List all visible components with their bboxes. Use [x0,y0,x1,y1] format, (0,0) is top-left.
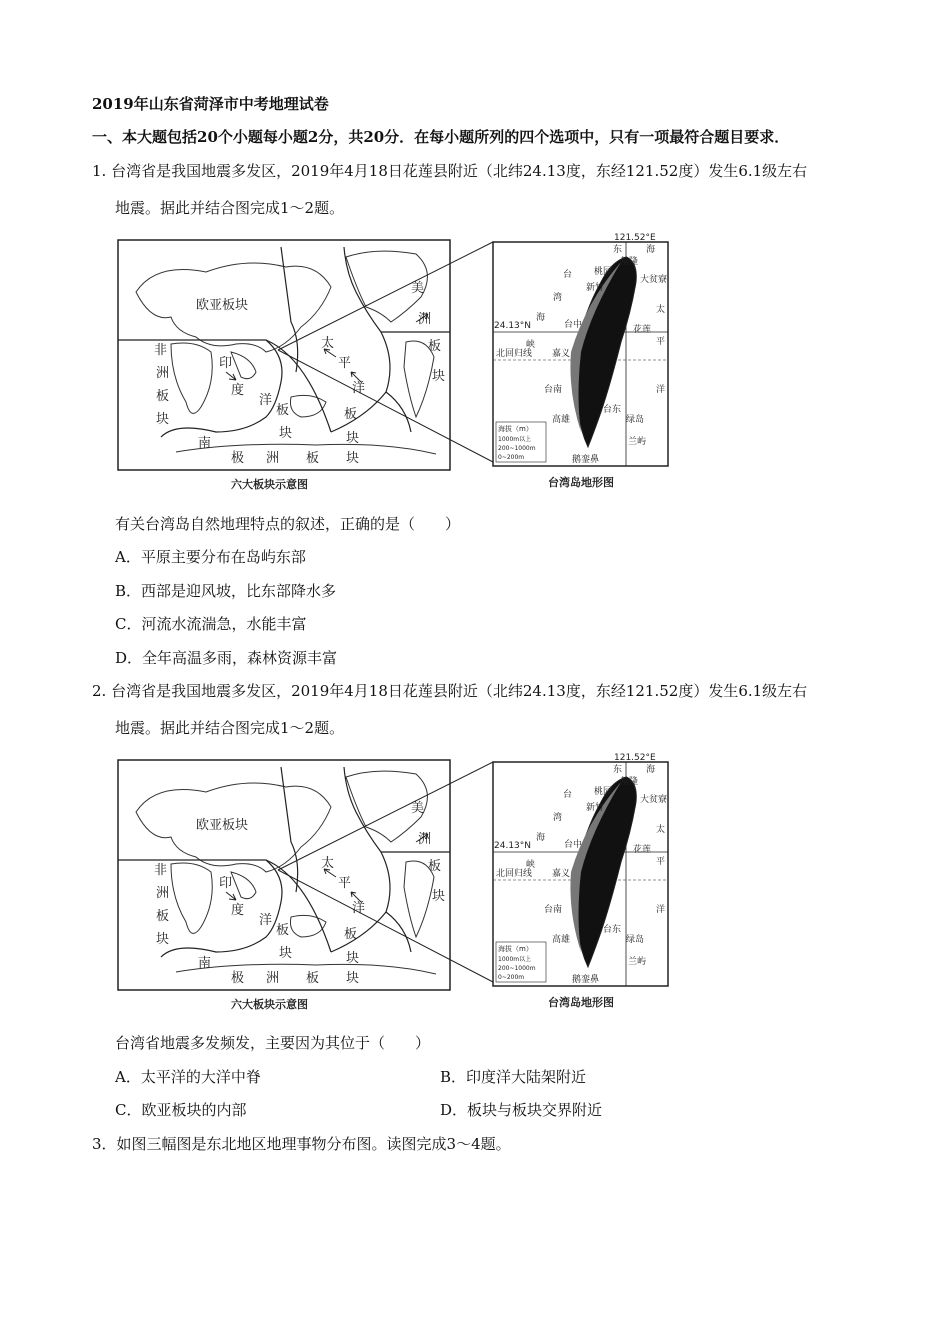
label-indian-5: 块 [279,946,293,961]
label-east-1: 东 [613,245,623,255]
label-pacific-tw-3: 洋 [656,905,666,915]
label-city-chiayi: 嘉义 [552,349,571,359]
label-east-2: 海 [646,765,656,775]
legend-item-3: 0~200m [498,454,525,461]
label-america-2: 洲 [418,832,432,847]
figure-1 [116,232,672,494]
legend-item-3: 0~200m [498,974,525,981]
label-pacific-4: 板 [344,407,358,422]
label-strait-3: 海 [536,313,546,323]
legend-item-2: 200~1000m [498,445,536,452]
section-heading: 一、本大题包括20个小题每小题2分，共20分．在每小题所列的四个选项中，只有一项最符合题目要求． [92,128,790,146]
q2-option-c[interactable]: C．欧亚板块的内部 [115,1101,247,1119]
label-tropic: 北回归线 [496,349,533,359]
label-pacific-5: 块 [346,951,360,966]
label-pacific-3: 洋 [352,381,366,396]
label-city-tainan: 台南 [544,385,563,395]
q1-question: 有关台湾岛自然地理特点的叙述，正确的是（ ） [115,515,461,533]
q1-option-c[interactable]: C．河流水流湍急，水能丰富 [115,615,307,633]
label-strait-2: 湾 [553,813,563,823]
label-africa-4: 块 [156,932,170,947]
label-antarctic-4: 板 [306,971,320,986]
label-indian-3: 洋 [259,913,273,928]
label-city-taitung: 台东 [603,925,622,935]
label-city-hualien: 花莲 [633,845,652,855]
label-city-kaohsiung: 高雄 [552,415,571,425]
label-pacific-2: 平 [338,356,352,371]
label-green-island: 绿岛 [626,415,645,425]
label-indian-2: 度 [231,903,245,918]
label-eurasia-plate: 欧亚板块 [196,298,249,313]
label-city-hsinchu: 新竹 [586,803,605,813]
label-america-1: 美 [411,281,425,296]
label-city-taoyuan: 桃园 [594,267,613,277]
label-city-keelung: 基隆 [620,257,639,267]
label-city-other: 大贫寮 [640,795,668,805]
label-orchid-island: 兰屿 [628,437,647,447]
label-pacific-5: 块 [346,431,360,446]
label-city-taitung: 台东 [603,405,622,415]
label-america-4: 块 [432,889,446,904]
label-city-hsinchu: 新竹 [586,283,605,293]
figure-2 [116,752,672,1014]
label-pacific-1: 太 [321,336,335,351]
q2-stem-line1: 2. 台湾省是我国地震多发区，2019年4月18日花莲县附近（北纬24.13度，东经121.52度）发生6.1级左右 [92,682,808,700]
taiwan-map-caption: 台湾岛地形图 [548,996,614,1009]
label-eluanbi: 鹅銮鼻 [572,455,600,465]
legend-item-2: 200~1000m [498,965,536,972]
label-antarctic-1: 南 [198,436,212,451]
label-pacific-2: 平 [338,876,352,891]
label-strait-3: 海 [536,833,546,843]
label-indian-3: 洋 [259,393,273,408]
label-pacific-tw-2: 平 [656,857,666,867]
q1-option-b[interactable]: B．西部是迎风坡，比东部降水多 [115,582,337,600]
q1-option-a[interactable]: A．平原主要分布在岛屿东部 [115,548,306,566]
label-latitude: 24.13°N [494,321,531,331]
label-indian-1: 印 [219,356,233,371]
label-tropic: 北回归线 [496,869,533,879]
legend-item-1: 1000m以上 [498,436,532,443]
label-indian-4: 板 [276,923,290,938]
label-city-tainan: 台南 [544,905,563,915]
label-africa-3: 板 [156,389,170,404]
label-city-kaohsiung: 高雄 [552,935,571,945]
label-africa-1: 非 [154,863,168,878]
label-city-taoyuan: 桃园 [594,787,613,797]
label-antarctic-2: 极 [231,451,245,466]
label-antarctic-3: 洲 [266,451,280,466]
label-africa-3: 板 [156,909,170,924]
label-indian-2: 度 [231,383,245,398]
label-city-keelung: 基隆 [620,777,639,787]
label-africa-1: 非 [154,343,168,358]
label-pacific-1: 太 [321,856,335,871]
label-east-2: 海 [646,245,656,255]
label-city-chiayi: 嘉义 [552,869,571,879]
label-pacific-tw-2: 平 [656,337,666,347]
label-city-taichung: 台中 [564,320,583,330]
label-strait-1: 台 [563,270,573,280]
label-pacific-tw-1: 太 [656,825,666,835]
q2-option-d[interactable]: D．板块与板块交界附近 [440,1101,603,1119]
label-america-1: 美 [411,801,425,816]
label-america-2: 洲 [418,312,432,327]
q2-stem-line2: 地震。据此并结合图完成1～2题。 [115,719,345,737]
label-latitude: 24.13°N [494,841,531,851]
label-green-island: 绿岛 [626,935,645,945]
label-pacific-4: 板 [344,927,358,942]
label-indian-1: 印 [219,876,233,891]
world-map-caption: 六大板块示意图 [231,998,308,1011]
label-antarctic-3: 洲 [266,971,280,986]
q1-stem-line1: 1. 台湾省是我国地震多发区，2019年4月18日花莲县附近（北纬24.13度，东经121.52度）发生6.1级左右 [92,162,808,180]
label-antarctic-2: 极 [231,971,245,986]
label-longitude: 121.52°E [614,233,656,243]
label-africa-2: 洲 [156,886,170,901]
label-strait-1: 台 [563,790,573,800]
q2-option-b[interactable]: B．印度洋大陆架附近 [440,1068,587,1086]
label-america-3: 板 [428,339,442,354]
label-pacific-tw-1: 太 [656,305,666,315]
label-pacific-3: 洋 [352,901,366,916]
q2-option-a[interactable]: A．太平洋的大洋中脊 [115,1068,261,1086]
q2-question: 台湾省地震多发频发，主要因为其位于（ ） [115,1034,431,1052]
world-map-caption: 六大板块示意图 [231,478,308,491]
label-america-3: 板 [428,859,442,874]
label-africa-4: 块 [156,412,170,427]
q1-stem-line2: 地震。据此并结合图完成1～2题。 [115,199,345,217]
label-orchid-island: 兰屿 [628,957,647,967]
label-strait-4: 峡 [526,860,536,870]
label-longitude: 121.52°E [614,753,656,763]
q1-option-d[interactable]: D．全年高温多雨，森林资源丰富 [115,649,338,667]
label-africa-2: 洲 [156,366,170,381]
label-antarctic-5: 块 [346,971,360,986]
label-city-hualien: 花莲 [633,325,652,335]
legend-title: 海拔（m） [498,425,533,433]
label-strait-4: 峡 [526,340,536,350]
label-america-4: 块 [432,369,446,384]
label-strait-2: 湾 [553,293,563,303]
exam-title: 2019年山东省菏泽市中考地理试卷 [92,95,329,113]
label-eluanbi: 鹅銮鼻 [572,975,600,985]
q3-stem: 3．如图三幅图是东北地区地理事物分布图。读图完成3～4题。 [92,1135,511,1153]
label-antarctic-1: 南 [198,956,212,971]
legend-title: 海拔（m） [498,945,533,953]
label-antarctic-4: 板 [306,451,320,466]
label-antarctic-5: 块 [346,451,360,466]
label-pacific-tw-3: 洋 [656,385,666,395]
taiwan-map-caption: 台湾岛地形图 [548,476,614,489]
label-city-taichung: 台中 [564,840,583,850]
label-east-1: 东 [613,765,623,775]
label-eurasia-plate: 欧亚板块 [196,818,249,833]
legend-item-1: 1000m以上 [498,956,532,963]
label-indian-4: 板 [276,403,290,418]
label-indian-5: 块 [279,426,293,441]
label-city-other: 大贫寮 [640,275,668,285]
